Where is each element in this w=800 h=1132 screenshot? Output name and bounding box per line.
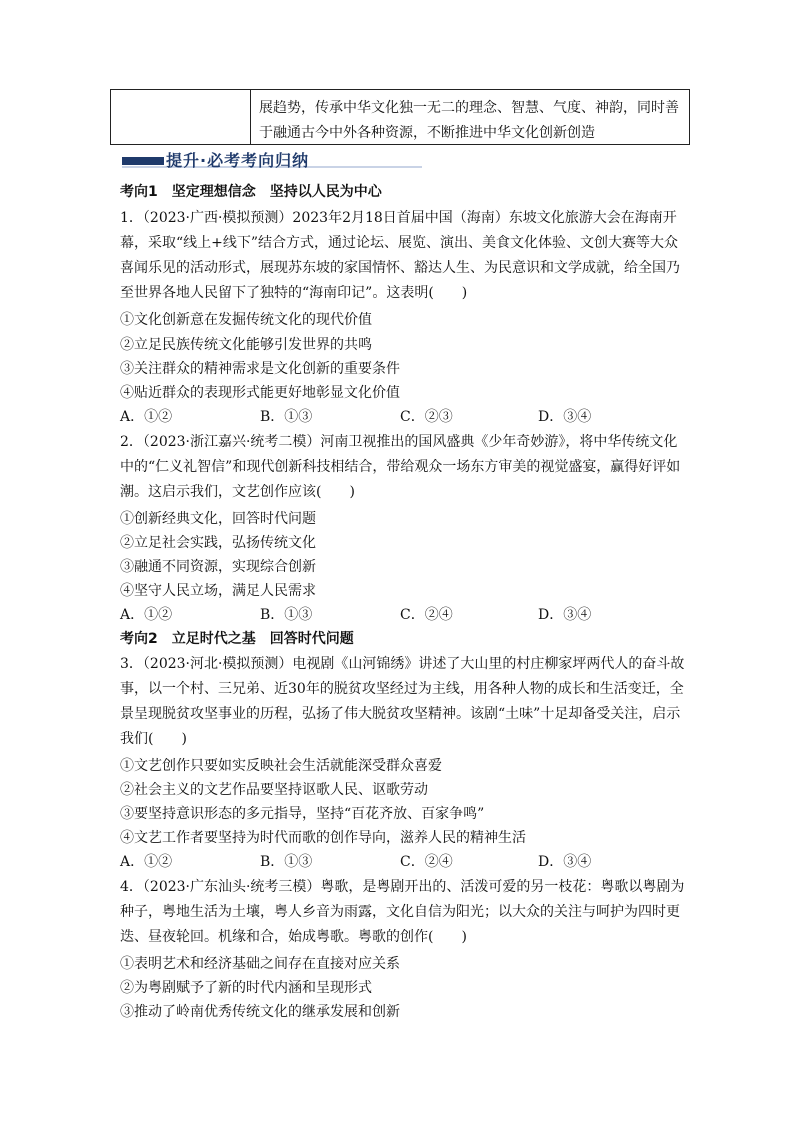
direction-text: 坚定理想信念 bbox=[171, 184, 256, 200]
option-line: ②社会主义的文艺作品要坚持讴歌人民、讴歌劳动 bbox=[120, 782, 428, 798]
direction-label: 考向2 bbox=[120, 631, 158, 647]
section-banner bbox=[122, 148, 432, 170]
table-left-cell bbox=[111, 90, 251, 144]
option-line: ①创新经典文化，回答时代问题 bbox=[120, 511, 316, 527]
direction-text: 坚持以人民为中心 bbox=[269, 184, 382, 200]
option-line: ④贴近群众的表现形式能更好地彰显文化价值 bbox=[120, 385, 400, 401]
choice-d: D．③④ bbox=[538, 854, 592, 870]
direction-label: 考向1 bbox=[120, 184, 158, 200]
option-line: ③关注群众的精神需求是文化创新的重要条件 bbox=[120, 361, 400, 377]
choice-a: A．①② bbox=[120, 607, 173, 623]
option-line: ②立足社会实践，弘扬传统文化 bbox=[120, 535, 316, 551]
choice-d: D．③④ bbox=[538, 409, 592, 425]
direction-text: 回答时代问题 bbox=[269, 631, 354, 647]
table-cell-line: 展趋势，传承中华文化独一无二的理念、智慧、气度、神韵，同时善 bbox=[259, 100, 679, 116]
option-line: ④坚守人民立场，满足人民需求 bbox=[120, 583, 316, 599]
option-line: ③要坚持意识形态的多元指导，坚持“百花齐放、百家争鸣” bbox=[120, 806, 485, 822]
banner-bar bbox=[122, 157, 164, 165]
direction-heading bbox=[120, 628, 354, 648]
choice-c: C．②④ bbox=[400, 607, 453, 623]
question-stem: 4．（2023·广东汕头·统考三模）粤歌，是粤剧开出的、活泼可爱的另一枝花：粤歌以粤剧为种子，粤地生活为土壤，粤人乡音为雨露，文化自信为阳光；以大众的关注与呵护为四时更迭、昼夜轮回。机缘和合，始成粤歌。粤歌的创作( ) bbox=[120, 879, 685, 945]
choice-b: B．①③ bbox=[260, 854, 313, 870]
choice-b: B．①③ bbox=[260, 607, 313, 623]
choice-d: D．③④ bbox=[538, 607, 592, 623]
direction-heading bbox=[120, 181, 382, 201]
table-cell-line: 于融通古今中外各种资源，不断推进中华文化创新创造 bbox=[259, 125, 595, 141]
option-line: ①文化创新意在发掘传统文化的现代价值 bbox=[120, 312, 372, 328]
choice-a: A．①② bbox=[120, 409, 173, 425]
content-table bbox=[110, 89, 690, 145]
choice-c: C．②③ bbox=[400, 409, 453, 425]
question-stem: 1．（2023·广西·模拟预测）2023年2月18日首届中国（海南）东坡文化旅游大会在海南开幕，采取“线上+线下”结合方式，通过论坛、展览、演出、美食文化体验、文创大赛等大众喜闻乐见的活动形式，展现苏东坡的家国情怀、豁达人生、为民意识和文学成就，给全国乃至世界各地人民留下了独特的“海南印记”。这表明( ) bbox=[120, 210, 680, 301]
answer-choices bbox=[120, 851, 600, 871]
table-right-cell bbox=[259, 96, 681, 146]
option-line: ④文艺工作者要坚持为时代而歌的创作导向，滋养人民的精神生活 bbox=[120, 830, 526, 846]
direction-text: 立足时代之基 bbox=[171, 631, 256, 647]
question-stem: 2．（2023·浙江嘉兴·统考二模）河南卫视推出的国风盛典《少年奇妙游》，将中华传统文化中的“仁义礼智信”和现代创新科技相结合，带给观众一场东方审美的视觉盛宴，赢得好评如潮。这启示我们，文艺创作应该( ) bbox=[120, 434, 681, 500]
option-line: ①表明艺术和经济基础之间存在直接对应关系 bbox=[120, 956, 400, 972]
option-line: ③推动了岭南优秀传统文化的继承发展和创新 bbox=[120, 1004, 400, 1020]
choice-b: B．①③ bbox=[260, 409, 313, 425]
option-line: ③融通不同资源，实现综合创新 bbox=[120, 559, 316, 575]
option-line: ②立足民族传统文化能够引发世界的共鸣 bbox=[120, 337, 372, 353]
choice-a: A．①② bbox=[120, 854, 173, 870]
answer-choices bbox=[120, 604, 600, 624]
answer-choices bbox=[120, 406, 600, 426]
option-line: ①文艺创作只要如实反映社会生活就能深受群众喜爱 bbox=[120, 758, 442, 774]
question-stem: 3．（2023·河北·模拟预测）电视剧《山河锦绣》讲述了大山里的村庄柳家坪两代人的奋斗故事，以一个村、三兄弟、近30年的脱贫攻坚经过为主线，用各种人物的成长和生活变迁，全景呈现脱贫攻坚事业的历程，弘扬了伟大脱贫攻坚精神。该剧“土味”十足却备受关注，启示我们( ) bbox=[120, 656, 685, 747]
choice-c: C．②④ bbox=[400, 854, 453, 870]
option-line: ②为粤剧赋予了新的时代内涵和呈现形式 bbox=[120, 980, 372, 996]
banner-title: 提升·必考考向归纳 bbox=[166, 151, 310, 170]
